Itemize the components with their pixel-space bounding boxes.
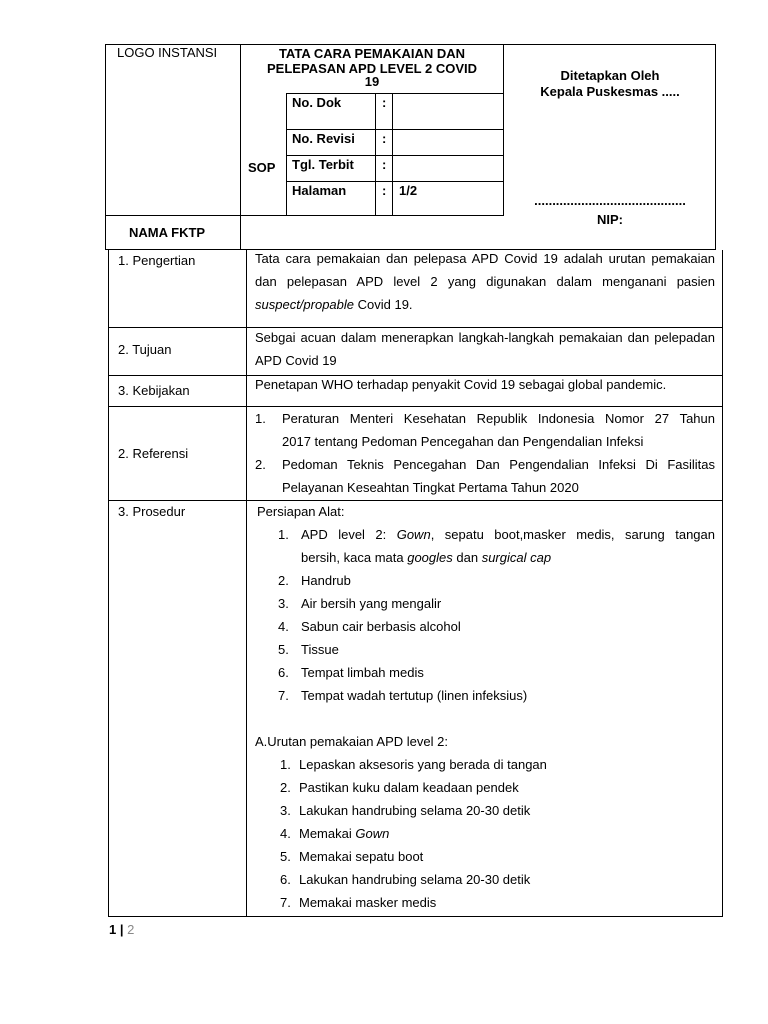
signature-line: .......................................... — [534, 193, 686, 208]
text-run-italic: suspect/propable — [255, 297, 355, 312]
section-text-kebijakan: Penetapan WHO terhadap penyakit Covid 19 sebagai global pandemic. — [255, 377, 667, 392]
list-item: Handrub — [301, 573, 351, 588]
persiapan-title: Persiapan Alat: — [257, 504, 345, 519]
field-colon: : — [382, 131, 387, 146]
list-item: Memakai masker medis — [299, 895, 437, 910]
reference-list — [255, 407, 715, 501]
list-number: 1. — [255, 411, 266, 426]
list-item: 2017 tentang Pedoman Pencegahan dan Pengendalian Infeksi — [282, 434, 644, 449]
list-number: 4. — [280, 826, 291, 841]
list-item: Pastikan kuku dalam keadaan pendek — [299, 780, 519, 795]
list-item: Peraturan Menteri Kesehatan Republik Indonesia Nomor 27 Tahun — [282, 411, 715, 426]
section-text-tujuan: Sebgai acuan dalam menerapkan langkah-langkah pemakaian dan pelepadan APD Covid 19 — [255, 330, 715, 368]
approval-block — [504, 68, 716, 100]
list-number: 7. — [280, 895, 291, 910]
section-label-kebijakan: 3. Kebijakan — [118, 383, 190, 398]
list-item: Sabun cair berbasis alcohol — [301, 619, 461, 634]
approval-line: Ditetapkan Oleh — [560, 68, 660, 83]
logo-placeholder: LOGO INSTANSI — [117, 45, 218, 60]
list-number: 6. — [280, 872, 291, 887]
section-label-prosedur: 3. Prosedur — [118, 504, 186, 519]
list-item: Pedoman Teknis Pencegahan Dan Pengendalian Infeksi Di Fasilitas — [282, 457, 715, 472]
list-item: bersih, kaca mata googles dan surgical cap — [301, 550, 552, 565]
section-label-pengertian: 1. Pengertian — [118, 253, 196, 268]
section-label-tujuan: 2. Tujuan — [118, 342, 172, 357]
list-item: APD level 2: Gown, sepatu boot,masker medis, sarung tangan — [301, 527, 715, 542]
list-item: Tempat wadah tertutup (linen infeksius) — [301, 688, 528, 703]
field-label-no-revisi: No. Revisi — [292, 131, 355, 146]
section-label-referensi: 2. Referensi — [118, 446, 189, 461]
urutan-title: A.Urutan pemakaian APD level 2: — [255, 734, 448, 749]
nip-label: NIP: — [597, 212, 623, 227]
page-separator: | — [119, 922, 124, 937]
list-item: Tempat limbah medis — [301, 665, 424, 680]
document-title — [241, 46, 503, 87]
field-colon: : — [382, 95, 387, 110]
field-colon: : — [382, 183, 387, 198]
page-current: 1 — [109, 922, 117, 937]
list-item: Memakai sepatu boot — [299, 849, 424, 864]
list-item: Memakai Gown — [299, 826, 390, 841]
list-number: 2. — [255, 457, 266, 472]
list-number: 3. — [280, 803, 291, 818]
list-number: 2. — [278, 573, 289, 588]
fktp-name: NAMA FKTP — [129, 225, 206, 240]
title-line: PELEPASAN APD LEVEL 2 COVID — [267, 61, 477, 76]
list-number: 1. — [278, 527, 289, 542]
list-item: Tissue — [301, 642, 339, 657]
title-line: TATA CARA PEMAKAIAN DAN — [278, 46, 466, 61]
list-number: 4. — [278, 619, 289, 634]
list-number: 3. — [278, 596, 289, 611]
approval-line: Kepala Puskesmas ..... — [540, 84, 680, 99]
page-total: 2 — [127, 922, 135, 937]
text-run: Tata cara pemakaian dan pelepasa APD Covid 19 adalah urutan pemakaian dan pelepasan APD level 2 yang digunakan dalam menganani pasien — [255, 251, 715, 289]
list-number: 5. — [278, 642, 289, 657]
title-line: 19 — [364, 74, 380, 89]
list-number: 5. — [280, 849, 291, 864]
list-item: Air bersih yang mengalir — [301, 596, 442, 611]
list-item: Lakukan handrubing selama 20-30 detik — [299, 872, 531, 887]
list-number: 7. — [278, 688, 289, 703]
text-run: Covid 19. — [354, 297, 413, 312]
field-label-no-dok: No. Dok — [292, 95, 342, 110]
field-value-halaman: 1/2 — [399, 183, 418, 198]
list-number: 2. — [280, 780, 291, 795]
list-item: Lakukan handrubing selama 20-30 detik — [299, 803, 531, 818]
list-number: 1. — [280, 757, 291, 772]
list-number: 6. — [278, 665, 289, 680]
page-number — [109, 922, 134, 937]
list-item: Pelayanan Keseahtan Tingkat Pertama Tahun 2020 — [282, 480, 579, 495]
sop-label: SOP — [248, 160, 276, 175]
field-label-tgl-terbit: Tgl. Terbit — [292, 157, 354, 172]
section-text-pengertian — [255, 247, 715, 316]
field-colon: : — [382, 157, 387, 172]
donning-steps-list — [280, 753, 715, 923]
list-item: Lepaskan aksesoris yang berada di tangan — [299, 757, 547, 772]
field-label-halaman: Halaman — [292, 183, 347, 198]
